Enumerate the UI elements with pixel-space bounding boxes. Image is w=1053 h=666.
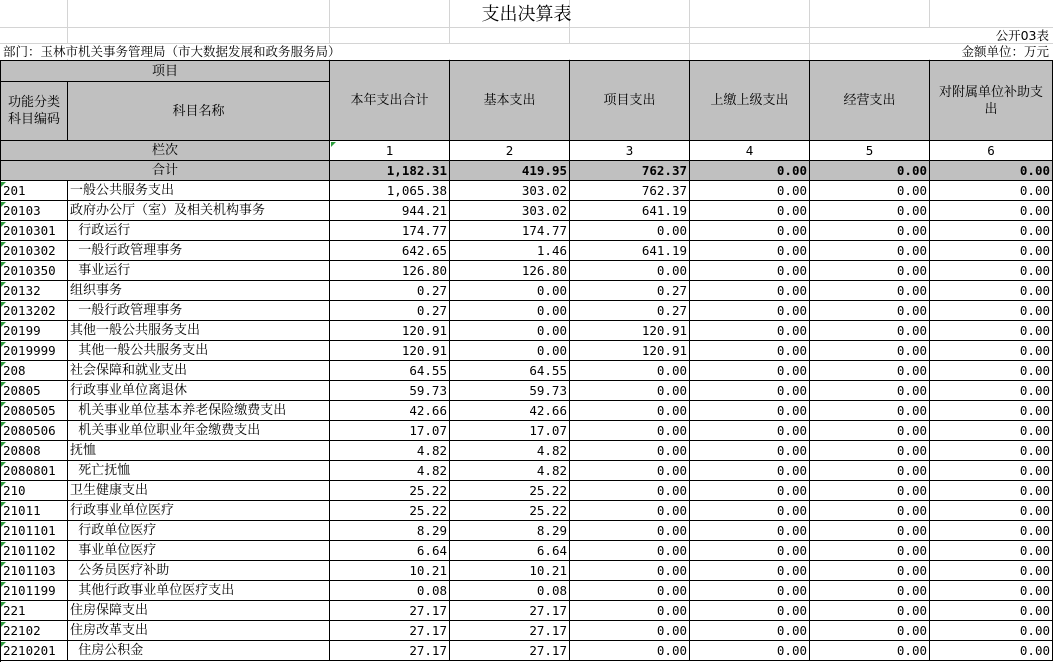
table-row <box>0 221 1053 241</box>
row-value[interactable]: 0.00 <box>810 461 930 481</box>
row-subject-name[interactable]: 其他一般公共服务支出 <box>68 341 330 361</box>
row-code[interactable]: 2101102 <box>1 541 68 561</box>
row-code[interactable]: 20132 <box>1 281 68 301</box>
table-row <box>0 321 1053 341</box>
row-value[interactable]: 0.00 <box>930 501 1053 521</box>
total-value: 762.37 <box>570 161 690 181</box>
row-value[interactable]: 42.66 <box>450 401 570 421</box>
table-row <box>0 181 1053 201</box>
row-value[interactable]: 120.91 <box>570 321 690 341</box>
table-row <box>0 501 1053 521</box>
form-code: 公开03表 <box>900 28 1049 43</box>
header-row-index-label: 栏次 <box>1 141 330 161</box>
row-value[interactable]: 0.00 <box>450 321 570 341</box>
row-value[interactable]: 0.27 <box>570 301 690 321</box>
row-value[interactable]: 303.02 <box>450 201 570 221</box>
cell-indicator-icon <box>1 582 6 587</box>
row-value[interactable]: 0.00 <box>570 521 690 541</box>
row-subject-name[interactable]: 政府办公厅（室）及相关机构事务 <box>68 201 330 221</box>
row-value[interactable]: 0.00 <box>930 601 1053 621</box>
row-code[interactable]: 2080801 <box>1 461 68 481</box>
row-value[interactable]: 0.00 <box>690 401 810 421</box>
row-value[interactable]: 0.00 <box>570 381 690 401</box>
row-value[interactable]: 0.00 <box>810 361 930 381</box>
row-value[interactable]: 0.00 <box>690 201 810 221</box>
row-value[interactable]: 17.07 <box>330 421 450 441</box>
row-value[interactable]: 0.00 <box>690 601 810 621</box>
row-code[interactable]: 210 <box>1 481 68 501</box>
row-subject-name[interactable]: 行政事业单位医疗 <box>68 501 330 521</box>
row-code[interactable]: 22102 <box>1 621 68 641</box>
row-value[interactable]: 174.77 <box>450 221 570 241</box>
row-value[interactable]: 8.29 <box>450 521 570 541</box>
row-code[interactable]: 2210201 <box>1 641 68 661</box>
row-value[interactable]: 25.22 <box>330 501 450 521</box>
row-value[interactable]: 0.00 <box>570 641 690 661</box>
row-value[interactable]: 0.00 <box>930 321 1053 341</box>
row-value[interactable]: 0.27 <box>570 281 690 301</box>
total-value: 419.95 <box>450 161 570 181</box>
row-value[interactable]: 0.00 <box>930 341 1053 361</box>
table-row <box>0 601 1053 621</box>
row-value[interactable]: 0.00 <box>810 541 930 561</box>
table-row <box>0 261 1053 281</box>
row-value[interactable]: 0.00 <box>570 561 690 581</box>
header-col-project: 项目支出 <box>570 61 690 141</box>
row-value[interactable]: 0.00 <box>810 201 930 221</box>
row-value[interactable]: 1.46 <box>450 241 570 261</box>
row-value[interactable]: 0.00 <box>690 461 810 481</box>
row-value[interactable]: 10.21 <box>450 561 570 581</box>
row-value[interactable]: 303.02 <box>450 181 570 201</box>
table-row <box>0 621 1053 641</box>
row-value[interactable]: 0.00 <box>810 221 930 241</box>
row-value[interactable]: 0.00 <box>690 241 810 261</box>
row-value[interactable]: 27.17 <box>330 621 450 641</box>
total-value: 0.00 <box>810 161 930 181</box>
header-item: 项目 <box>1 61 330 82</box>
table-row <box>0 441 1053 461</box>
row-subject-name[interactable]: 其他一般公共服务支出 <box>68 321 330 341</box>
row-value[interactable]: 6.64 <box>450 541 570 561</box>
header-col-business: 经营支出 <box>810 61 930 141</box>
row-value[interactable]: 120.91 <box>330 321 450 341</box>
sheet-gridline <box>0 27 1053 28</box>
row-code[interactable]: 2101101 <box>1 521 68 541</box>
footer-note-fragment <box>0 662 1053 666</box>
cell-indicator-icon <box>1 202 6 207</box>
cell-indicator-icon <box>1 482 6 487</box>
row-value[interactable]: 174.77 <box>330 221 450 241</box>
row-value[interactable]: 0.00 <box>810 301 930 321</box>
row-code[interactable]: 221 <box>1 601 68 621</box>
table-row <box>0 421 1053 441</box>
row-value[interactable]: 25.22 <box>330 481 450 501</box>
row-value[interactable]: 0.00 <box>930 621 1053 641</box>
total-value: 0.00 <box>690 161 810 181</box>
row-value[interactable]: 64.55 <box>330 361 450 381</box>
row-value[interactable]: 59.73 <box>450 381 570 401</box>
row-value[interactable]: 944.21 <box>330 201 450 221</box>
row-value[interactable]: 0.00 <box>570 581 690 601</box>
row-value[interactable]: 0.00 <box>930 481 1053 501</box>
row-value[interactable]: 0.00 <box>810 281 930 301</box>
table-row <box>0 641 1053 661</box>
cell-indicator-icon <box>1 182 6 187</box>
row-code[interactable]: 208 <box>1 361 68 381</box>
row-value[interactable]: 0.00 <box>690 361 810 381</box>
row-value[interactable]: 0.00 <box>930 241 1053 261</box>
row-value[interactable]: 0.00 <box>690 621 810 641</box>
row-value[interactable]: 126.80 <box>330 261 450 281</box>
table-row <box>0 341 1053 361</box>
total-label: 合计 <box>1 161 330 181</box>
row-code[interactable]: 2080505 <box>1 401 68 421</box>
row-value[interactable]: 27.17 <box>450 601 570 621</box>
index-5: 5 <box>810 141 930 161</box>
row-value[interactable]: 0.08 <box>330 581 450 601</box>
row-value[interactable]: 0.00 <box>690 421 810 441</box>
row-value[interactable]: 120.91 <box>330 341 450 361</box>
cell-indicator-icon <box>1 602 6 607</box>
row-value[interactable]: 0.00 <box>570 541 690 561</box>
row-value[interactable]: 0.00 <box>810 581 930 601</box>
row-value[interactable]: 0.00 <box>930 441 1053 461</box>
unit-label: 金额单位：万元 <box>880 44 1049 59</box>
row-value[interactable]: 4.82 <box>330 461 450 481</box>
table-row <box>0 521 1053 541</box>
index-6: 6 <box>930 141 1053 161</box>
row-code[interactable]: 20805 <box>1 381 68 401</box>
row-code[interactable]: 20103 <box>1 201 68 221</box>
row-value[interactable]: 0.00 <box>690 581 810 601</box>
index-3: 3 <box>570 141 690 161</box>
row-value[interactable]: 0.00 <box>570 501 690 521</box>
cell-indicator-icon <box>1 302 6 307</box>
row-value[interactable]: 0.00 <box>570 441 690 461</box>
row-value[interactable]: 0.00 <box>690 301 810 321</box>
row-value[interactable]: 0.00 <box>810 501 930 521</box>
row-value[interactable]: 0.00 <box>810 241 930 261</box>
row-value[interactable]: 0.00 <box>570 261 690 281</box>
row-value[interactable]: 10.21 <box>330 561 450 581</box>
header-subject-name: 科目名称 <box>68 82 330 141</box>
row-value[interactable]: 0.00 <box>810 401 930 421</box>
cell-indicator-icon <box>1 262 6 267</box>
cell-indicator-icon <box>1 642 6 647</box>
table-row <box>0 241 1053 261</box>
row-value[interactable]: 17.07 <box>450 421 570 441</box>
row-value[interactable]: 0.00 <box>690 541 810 561</box>
row-value[interactable]: 641.19 <box>570 241 690 261</box>
cell-indicator-icon <box>1 362 6 367</box>
row-value[interactable]: 0.00 <box>450 281 570 301</box>
row-value[interactable]: 0.00 <box>690 441 810 461</box>
row-value[interactable]: 0.00 <box>810 441 930 461</box>
row-subject-name[interactable]: 住房改革支出 <box>68 621 330 641</box>
cell-indicator-icon <box>1 502 6 507</box>
row-value[interactable]: 0.00 <box>810 621 930 641</box>
row-subject-name[interactable]: 一般行政管理事务 <box>68 301 330 321</box>
row-value[interactable]: 0.00 <box>690 261 810 281</box>
row-code[interactable]: 21011 <box>1 501 68 521</box>
table-row <box>0 361 1053 381</box>
row-value[interactable]: 0.00 <box>930 181 1053 201</box>
row-value[interactable]: 0.00 <box>690 381 810 401</box>
table-row <box>0 381 1053 401</box>
row-value[interactable]: 0.00 <box>690 501 810 521</box>
row-value[interactable]: 0.00 <box>810 601 930 621</box>
row-value[interactable]: 0.08 <box>450 581 570 601</box>
row-value[interactable]: 762.37 <box>570 181 690 201</box>
cell-indicator-icon <box>1 622 6 627</box>
row-value[interactable]: 0.00 <box>570 221 690 241</box>
cell-indicator-icon <box>1 462 6 467</box>
row-value[interactable]: 0.00 <box>570 421 690 441</box>
row-code[interactable]: 20199 <box>1 321 68 341</box>
table-row <box>0 541 1053 561</box>
row-value[interactable]: 0.00 <box>810 521 930 541</box>
row-code[interactable]: 201 <box>1 181 68 201</box>
row-value[interactable]: 25.22 <box>450 501 570 521</box>
row-value[interactable]: 0.27 <box>330 301 450 321</box>
row-subject-name[interactable]: 一般公共服务支出 <box>68 181 330 201</box>
row-value[interactable]: 0.00 <box>570 401 690 421</box>
row-value[interactable]: 0.00 <box>810 321 930 341</box>
row-value[interactable]: 0.00 <box>690 221 810 241</box>
row-value[interactable]: 0.00 <box>930 561 1053 581</box>
row-value[interactable]: 0.00 <box>810 181 930 201</box>
row-subject-name[interactable]: 住房公积金 <box>68 641 330 661</box>
row-subject-name[interactable]: 一般行政管理事务 <box>68 241 330 261</box>
index-2: 2 <box>450 141 570 161</box>
row-value[interactable]: 0.00 <box>690 481 810 501</box>
total-value: 0.00 <box>930 161 1053 181</box>
cell-indicator-icon <box>1 522 6 527</box>
row-value[interactable]: 0.00 <box>930 541 1053 561</box>
table-row <box>0 461 1053 481</box>
table-row <box>0 201 1053 221</box>
row-value[interactable]: 0.00 <box>930 301 1053 321</box>
cell-indicator-icon <box>1 562 6 567</box>
row-value[interactable]: 0.00 <box>690 281 810 301</box>
table-row <box>0 281 1053 301</box>
row-value[interactable]: 0.00 <box>930 381 1053 401</box>
row-code[interactable]: 20808 <box>1 441 68 461</box>
index-4: 4 <box>690 141 810 161</box>
row-code[interactable]: 2080506 <box>1 421 68 441</box>
row-value[interactable]: 4.82 <box>450 461 570 481</box>
row-value[interactable]: 0.00 <box>450 341 570 361</box>
table-row <box>0 481 1053 501</box>
row-value[interactable]: 27.17 <box>330 601 450 621</box>
row-value[interactable]: 0.00 <box>930 581 1053 601</box>
total-value: 1,182.31 <box>330 161 450 181</box>
row-subject-name[interactable]: 抚恤 <box>68 441 330 461</box>
row-value[interactable]: 0.00 <box>930 261 1053 281</box>
row-value[interactable]: 4.82 <box>450 441 570 461</box>
cell-indicator-icon <box>1 422 6 427</box>
row-code[interactable]: 2010301 <box>1 221 68 241</box>
row-value[interactable]: 0.00 <box>810 481 930 501</box>
row-subject-name[interactable]: 事业单位医疗 <box>68 541 330 561</box>
row-value[interactable]: 641.19 <box>570 201 690 221</box>
row-value[interactable]: 0.00 <box>570 361 690 381</box>
row-value[interactable]: 0.00 <box>570 601 690 621</box>
cell-indicator-icon <box>1 322 6 327</box>
row-value[interactable]: 0.00 <box>690 181 810 201</box>
cell-indicator-icon <box>1 222 6 227</box>
row-value[interactable]: 0.00 <box>690 321 810 341</box>
row-value[interactable]: 0.00 <box>810 341 930 361</box>
row-value[interactable]: 8.29 <box>330 521 450 541</box>
row-subject-name[interactable]: 机关事业单位职业年金缴费支出 <box>68 421 330 441</box>
row-code[interactable]: 2013202 <box>1 301 68 321</box>
page-title: 支出决算表 <box>481 4 572 25</box>
index-1: 1 <box>330 141 450 161</box>
table-row <box>0 401 1053 421</box>
row-value[interactable]: 27.17 <box>330 641 450 661</box>
cell-indicator-icon <box>1 282 6 287</box>
row-subject-name[interactable]: 其他行政事业单位医疗支出 <box>68 581 330 601</box>
row-value[interactable]: 0.00 <box>930 201 1053 221</box>
total-row <box>0 161 1053 181</box>
row-subject-name[interactable]: 组织事务 <box>68 281 330 301</box>
row-subject-name[interactable]: 行政运行 <box>68 221 330 241</box>
row-value[interactable]: 0.00 <box>930 521 1053 541</box>
row-subject-name[interactable]: 社会保障和就业支出 <box>68 361 330 381</box>
row-value[interactable]: 59.73 <box>330 381 450 401</box>
row-value[interactable]: 0.00 <box>930 281 1053 301</box>
row-subject-name[interactable]: 死亡抚恤 <box>68 461 330 481</box>
table-row <box>0 581 1053 601</box>
header-col-upper: 上缴上级支出 <box>690 61 810 141</box>
row-value[interactable]: 1,065.38 <box>330 181 450 201</box>
cell-indicator-icon <box>1 382 6 387</box>
table-row <box>0 561 1053 581</box>
row-value[interactable]: 0.00 <box>810 381 930 401</box>
row-value[interactable]: 0.00 <box>570 621 690 641</box>
row-value[interactable]: 0.00 <box>690 341 810 361</box>
row-code[interactable]: 2019999 <box>1 341 68 361</box>
header-col-subsidy: 对附属单位补助支出 <box>930 61 1053 141</box>
row-value[interactable]: 0.00 <box>690 521 810 541</box>
row-value[interactable]: 42.66 <box>330 401 450 421</box>
header-col-basic: 基本支出 <box>450 61 570 141</box>
row-value[interactable]: 4.82 <box>330 441 450 461</box>
row-value[interactable]: 0.00 <box>930 401 1053 421</box>
row-subject-name[interactable]: 机关事业单位基本养老保险缴费支出 <box>68 401 330 421</box>
row-code[interactable]: 2101103 <box>1 561 68 581</box>
row-value[interactable]: 642.65 <box>330 241 450 261</box>
row-value[interactable]: 25.22 <box>450 481 570 501</box>
row-subject-name[interactable]: 事业运行 <box>68 261 330 281</box>
row-value[interactable]: 0.00 <box>810 641 930 661</box>
row-value[interactable]: 126.80 <box>450 261 570 281</box>
header-col-total: 本年支出合计 <box>330 61 450 141</box>
table-row <box>0 301 1053 321</box>
row-code[interactable]: 2101199 <box>1 581 68 601</box>
row-value[interactable]: 120.91 <box>570 341 690 361</box>
row-value[interactable]: 64.55 <box>450 361 570 381</box>
row-code[interactable]: 2010350 <box>1 261 68 281</box>
cell-indicator-icon <box>1 442 6 447</box>
row-value[interactable]: 0.00 <box>810 261 930 281</box>
row-subject-name[interactable]: 公务员医疗补助 <box>68 561 330 581</box>
row-value[interactable]: 0.00 <box>930 361 1053 381</box>
row-value[interactable]: 0.00 <box>930 221 1053 241</box>
row-subject-name[interactable]: 住房保障支出 <box>68 601 330 621</box>
row-value[interactable]: 0.00 <box>810 421 930 441</box>
row-value[interactable]: 0.27 <box>330 281 450 301</box>
row-value[interactable]: 0.00 <box>690 561 810 581</box>
header-func-code: 功能分类科目编码 <box>1 82 68 141</box>
cell-indicator-icon <box>1 402 6 407</box>
row-value[interactable]: 0.00 <box>690 641 810 661</box>
row-value[interactable]: 0.00 <box>930 421 1053 441</box>
row-value[interactable]: 0.00 <box>930 461 1053 481</box>
row-value[interactable]: 27.17 <box>450 641 570 661</box>
row-subject-name[interactable]: 行政事业单位离退休 <box>68 381 330 401</box>
cell-indicator-icon <box>1 242 6 247</box>
row-subject-name[interactable]: 行政单位医疗 <box>68 521 330 541</box>
row-code[interactable]: 2010302 <box>1 241 68 261</box>
row-value[interactable]: 0.00 <box>570 461 690 481</box>
row-value[interactable]: 27.17 <box>450 621 570 641</box>
row-value[interactable]: 0.00 <box>810 561 930 581</box>
cell-indicator-icon <box>1 542 6 547</box>
row-value[interactable]: 0.00 <box>930 641 1053 661</box>
row-value[interactable]: 0.00 <box>570 481 690 501</box>
row-value[interactable]: 0.00 <box>450 301 570 321</box>
department-label: 部门：玉林市机关事务管理局（市大数据发展和政务服务局） <box>3 44 603 59</box>
cell-indicator-icon <box>1 342 6 347</box>
row-subject-name[interactable]: 卫生健康支出 <box>68 481 330 501</box>
row-value[interactable]: 6.64 <box>330 541 450 561</box>
